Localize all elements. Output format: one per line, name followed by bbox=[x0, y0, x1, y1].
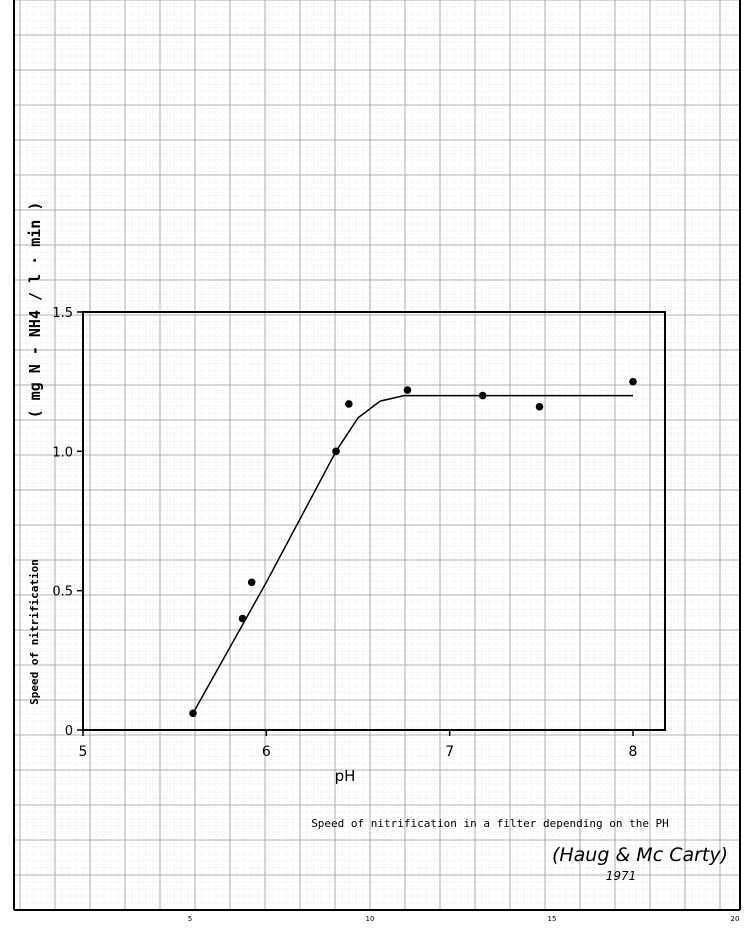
y-tick-label: 1.0 bbox=[52, 445, 73, 461]
data-point bbox=[189, 709, 197, 717]
chart-title: Speed of nitrification in a filter depending on the PH bbox=[311, 817, 669, 830]
data-point bbox=[404, 386, 412, 394]
citation-year: 1971 bbox=[605, 869, 637, 883]
x-tick-label: 8 bbox=[628, 744, 638, 760]
data-point bbox=[479, 392, 487, 400]
x-axis-label: pH bbox=[334, 767, 356, 785]
graph-paper-grid bbox=[14, 0, 740, 910]
fit-curve bbox=[193, 396, 633, 714]
x-tick-label: 6 bbox=[261, 744, 271, 760]
chart-frame bbox=[83, 312, 665, 730]
paper-scale-label: 10 bbox=[365, 915, 375, 923]
y-axis-label: Speed of nitrification bbox=[28, 559, 41, 705]
data-point bbox=[332, 448, 340, 456]
x-tick-label: 7 bbox=[445, 744, 455, 760]
paper-scale-label: 5 bbox=[187, 915, 193, 923]
y-tick-label: 0 bbox=[64, 724, 73, 739]
y-tick-label: 1.5 bbox=[52, 306, 73, 321]
y-tick-label: 0.5 bbox=[52, 584, 73, 600]
paper-scale-label: 20 bbox=[730, 915, 740, 923]
paper-scale-label: 15 bbox=[547, 915, 557, 923]
citation: (Haug & Mc Carty) bbox=[551, 844, 729, 866]
data-point bbox=[629, 378, 637, 386]
data-point bbox=[239, 615, 247, 623]
y-axis-units: ( mg N - NH4 / l · min ) bbox=[26, 201, 44, 419]
data-point bbox=[345, 400, 353, 408]
data-point bbox=[536, 403, 544, 411]
data-point bbox=[248, 579, 256, 587]
x-tick-label: 5 bbox=[78, 744, 88, 760]
